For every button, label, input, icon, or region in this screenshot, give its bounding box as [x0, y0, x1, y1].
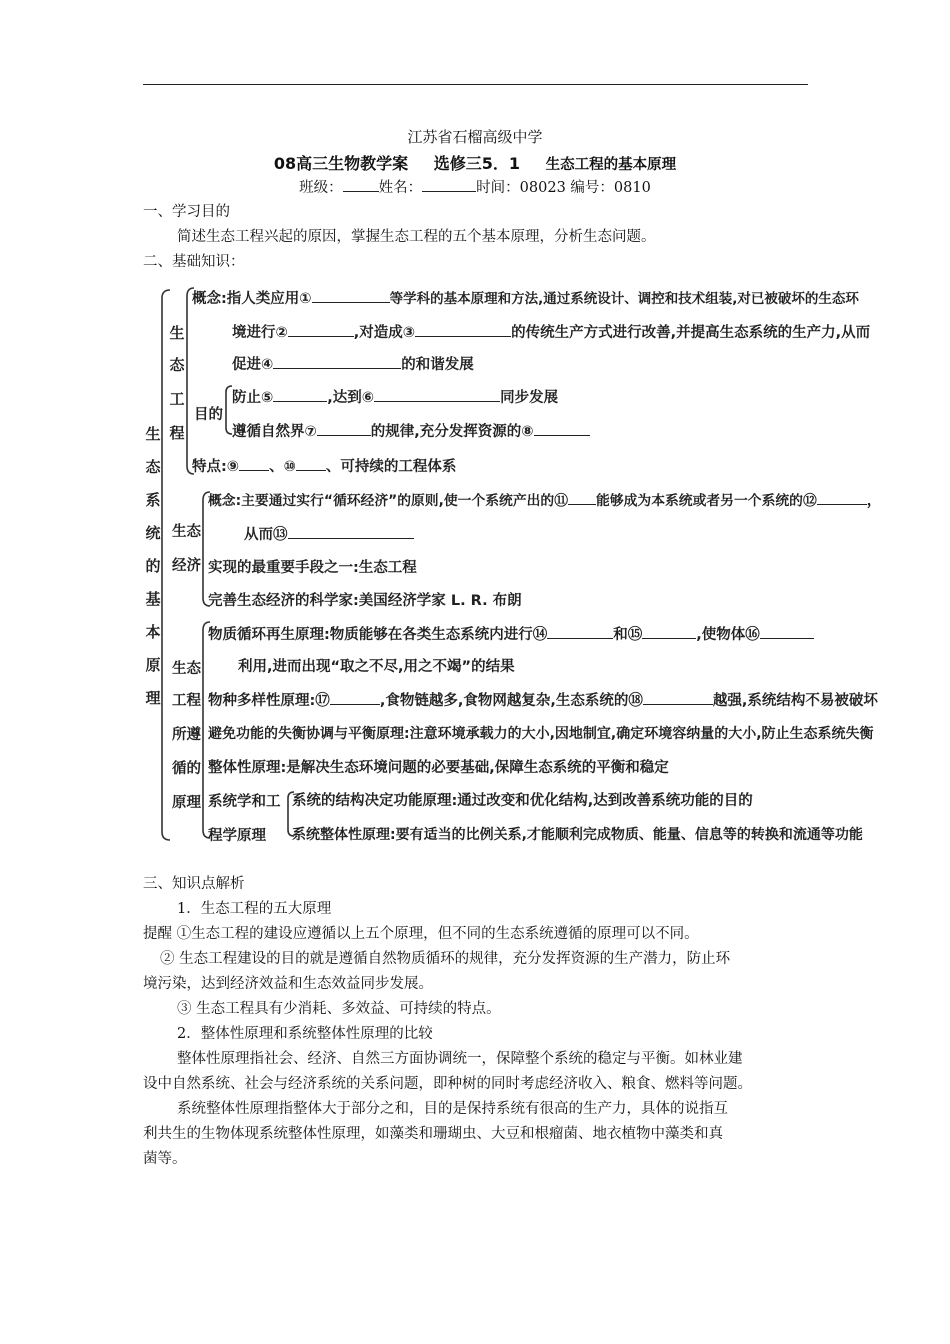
para-2-line-2: 利共生的生物体现系统整体性原理，如藻类和珊瑚虫、大豆和根瘤菌、地衣植物中藻类和真 — [143, 1126, 723, 1142]
blank-8[interactable] — [534, 421, 590, 436]
sys-eng-label-1: 系统学和工 — [208, 794, 281, 810]
eco-scientist-line: 完善生态经济的科学家:美国经济学家 L. R. 布朗 — [208, 593, 522, 609]
root-char: 态 — [145, 458, 161, 476]
blank-10[interactable] — [296, 456, 326, 471]
eco-label-1: 生态 — [172, 524, 201, 540]
eng-features-line: 特点:⑨ 、⑩ 、可持续的工程体系 — [192, 456, 456, 477]
subheading-2: 2．整体性原理和系统整体性原理的比较 — [177, 1026, 433, 1042]
balance-principle-line: 避免功能的失衡协调与平衡原理:注意环境承载力的大小,因地制宜,确定环境容纳量的大小,防止生态系统失衡 — [208, 726, 874, 742]
system-holism-line: 系统整体性原理:要有适当的比例关系,才能顺利完成物质、能量、信息等的转换和流通等功能 — [292, 827, 863, 843]
root-char: 统 — [145, 524, 161, 542]
purpose-label: 目的 — [194, 407, 223, 423]
eng-concept-line-3: 促进④ 的和谐发展 — [232, 354, 474, 375]
blank-13[interactable] — [288, 524, 414, 539]
blank-18[interactable] — [643, 690, 713, 705]
section-3-heading: 三、知识点解析 — [143, 876, 245, 892]
root-char: 原 — [145, 656, 161, 674]
para-2-line-1: 系统整体性原理指整体大于部分之和，目的是保持系统有很高的生产力，具体的说指互 — [177, 1101, 728, 1117]
root-char: 生 — [145, 425, 161, 443]
diversity-principle-line: 物种多样性原理:⑰ ,食物链越多,食物网越复杂,生态系统的⑱ 越强,系统结构不易被破坏 — [208, 690, 878, 711]
blank-7[interactable] — [317, 421, 371, 436]
school-name: 江苏省石榴高级中学 — [407, 128, 543, 146]
blank-11[interactable] — [568, 490, 596, 505]
tip-3: ③ 生态工程具有少消耗、多效益、可持续的特点。 — [177, 1001, 501, 1017]
blank-12[interactable] — [817, 490, 867, 505]
eng-concept-line-2: 境进行② ,对造成③ 的传统生产方式进行改善,并提高生态系统的生产力,从而 — [232, 322, 870, 343]
prin-label-4: 循的 — [172, 761, 201, 777]
section-2-heading: 二、基础知识： — [143, 254, 245, 270]
section-1-heading: 一、学习目的 — [143, 204, 230, 220]
eco-concept-line-2: 从而⑬ — [244, 524, 414, 545]
prin-label-2: 工程 — [172, 693, 201, 709]
meta-time: 时间：08023 编号：0810 — [476, 180, 651, 196]
blank-17[interactable] — [330, 690, 380, 705]
para-1-line-1: 整体性原理指社会、经济、自然三方面协调统一，保障整个系统的稳定与平衡。如林业建 — [177, 1051, 743, 1067]
prin-label-5: 原理 — [172, 795, 201, 811]
root-char: 的 — [145, 557, 161, 575]
tip-2-line-2: 境污染，达到经济效益和生态效益同步发展。 — [143, 976, 433, 992]
meta-name-label: 姓名： — [378, 180, 423, 196]
eng-char: 态 — [169, 356, 185, 374]
title-topic: 生态工程的基本原理 — [545, 157, 677, 173]
blank-4[interactable] — [273, 354, 401, 369]
eng-char: 工 — [169, 390, 185, 408]
tip-2-line-1: ② 生态工程建设的目的就是遵循自然物质循环的规律，充分发挥资源的生产潜力，防止环 — [160, 951, 731, 967]
title-module: 选修三5．1 — [433, 154, 521, 173]
subheading-1: 1．生态工程的五大原理 — [177, 901, 332, 917]
title-course: 08高三生物教学案 — [273, 154, 409, 173]
eco-method-line: 实现的最重要手段之一:生态工程 — [208, 560, 417, 576]
eco-label-2: 经济 — [172, 558, 201, 574]
holistic-principle-line: 整体性原理:是解决生态环境问题的必要基础,保障生态系统的平衡和稳定 — [208, 760, 669, 776]
blank-14[interactable] — [547, 624, 613, 639]
blank-1[interactable] — [312, 288, 390, 303]
eng-char: 程 — [169, 424, 185, 442]
sys-eng-label-2: 程学原理 — [208, 828, 266, 844]
blank-15[interactable] — [642, 624, 696, 639]
blank-16[interactable] — [760, 624, 814, 639]
purpose-line-2: 遵循自然界⑦ 的规律,充分发挥资源的⑧ — [232, 421, 590, 442]
blank-9[interactable] — [239, 456, 269, 471]
prin-label-1: 生态 — [172, 661, 201, 677]
blank-3[interactable] — [415, 322, 511, 337]
structure-function-line: 系统的结构决定功能原理:通过改变和优化结构,达到改善系统功能的目的 — [292, 793, 753, 809]
purpose-line-1: 防止⑤ ,达到⑥ 同步发展 — [232, 387, 558, 408]
root-char: 本 — [145, 623, 161, 641]
blank-5[interactable] — [273, 387, 327, 402]
root-char: 基 — [145, 590, 161, 608]
root-char: 理 — [145, 689, 161, 707]
meta-class-label: 班级： — [299, 180, 343, 196]
section-1-body: 简述生态工程兴起的原因，掌握生态工程的五个基本原理，分析生态问题。 — [177, 229, 656, 245]
para-2-line-3: 菌等。 — [143, 1151, 187, 1167]
eco-concept-line-1: 概念:主要通过实行“循环经济”的原则,使一个系统产出的⑪ 能够成为本系统或者另一个系统的⑫ ， — [208, 490, 881, 511]
cycle-principle-line-1: 物质循环再生原理:物质能够在各类生态系统内进行⑭ 和⑮ ,使物体⑯ — [208, 624, 814, 645]
blank-6[interactable] — [374, 387, 500, 402]
cycle-principle-line-2: 利用,进而出现“取之不尽,用之不竭”的结果 — [238, 659, 515, 675]
eng-char: 生 — [169, 324, 185, 342]
eng-concept-line-1: 概念:指人类应用① 等学科的基本原理和方法,通过系统设计、调控和技术组装,对已被破坏的生态环 — [192, 288, 859, 309]
blank-2[interactable] — [288, 322, 354, 337]
para-1-line-2: 设中自然系统、社会与经济系统的关系问题，即种树的同时考虑经济收入、粮食、燃料等问题。 — [143, 1076, 752, 1092]
tip-1: 提醒 ①生态工程的建设应遵循以上五个原理，但不同的生态系统遵循的原理可以不同。 — [143, 926, 699, 942]
root-char: 系 — [145, 491, 161, 509]
prin-label-3: 所遵 — [172, 727, 201, 743]
